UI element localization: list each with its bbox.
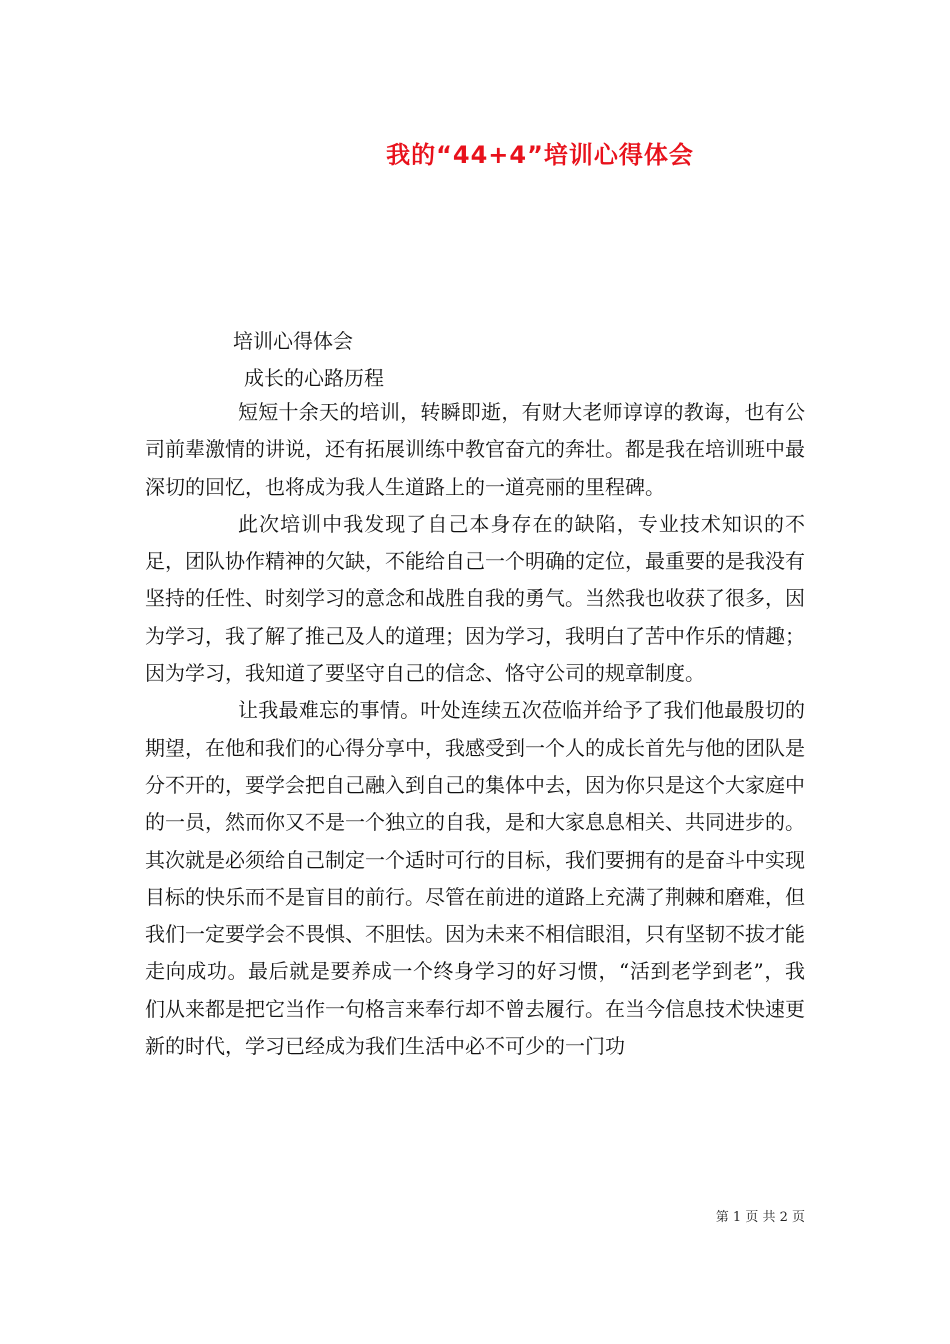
document-body xyxy=(145,394,805,1065)
paragraph-3: 让我最难忘的事情。叶处连续五次莅临并给予了我们他最殷切的期望，在他和我们的心得分享中，我感受到一个人的成长首先与他的团队是分不开的，要学会把自己融入到自己的集体中去，因为你只是这个大家庭中的一员，然而你又不是一个独立的自我，是和大家息息相关、共同进步的。其次就是必须给自己制定一个适时可行的目标，我们要拥有的是奋斗中实现目标的快乐而不是盲目的前行。尽管在前进的道路上充满了荆棘和磨难，但我们一定要学会不畏惧、不胆怯。因为未来不相信眼泪，只有坚韧不拔才能走向成功。最后就是要养成一个终身学习的好习惯，“活到老学到老”，我们从来都是把它当作一句格言来奉行却不曾去履行。在当今信息技术快速更新的时代，学习已经成为我们生活中必不可少的一门功 xyxy=(145,698,805,1059)
section-heading: 培训心得体会 xyxy=(233,329,353,353)
page-number-footer: 第 1 页 共 2 页 xyxy=(715,1210,805,1225)
document-title: 我的“44+4”培训心得体会 xyxy=(386,141,694,169)
paragraph-1: 短短十余天的培训，转瞬即逝，有财大老师谆谆的教诲，也有公司前辈激情的讲说，还有拓展训练中教官奋亢的奔壮。都是我在培训班中最深切的回忆，也将成为我人生道路上的一道亮丽的里程碑。 xyxy=(145,400,805,499)
section-subheading: 成长的心路历程 xyxy=(244,366,384,390)
paragraph-2: 此次培训中我发现了自己本身存在的缺陷，专业技术知识的不足，团队协作精神的欠缺，不能给自己一个明确的定位，最重要的是我没有坚持的任性、时刻学习的意念和战胜自我的勇气。当然我也收获了很多，因为学习，我了解了推己及人的道理；因为学习，我明白了苦中作乐的情趣；因为学习，我知道了要坚守自己的信念、恪守公司的规章制度。 xyxy=(145,511,805,686)
